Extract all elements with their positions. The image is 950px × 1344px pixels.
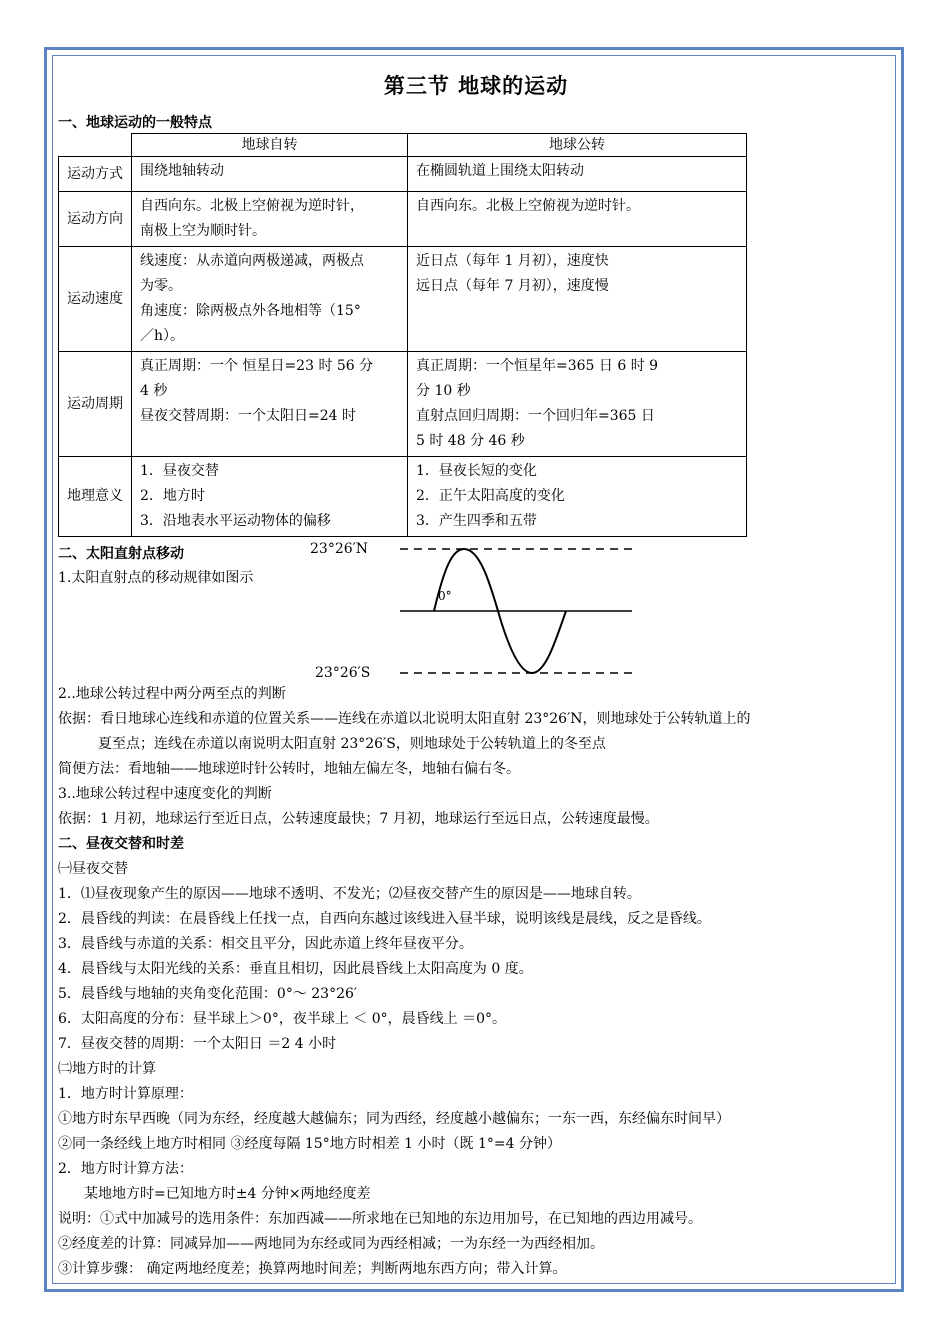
list-item: ②同一条经线上地方时相同 ③经度每隔 15°地方时相差 1 小时（既 1°=4 分钟）	[58, 1136, 561, 1152]
cell-line: 角速度：除两极点外各地相等（15°	[140, 303, 361, 319]
north-tropic-label: 23°26′N	[310, 541, 369, 557]
row-label: 运动周期	[59, 352, 132, 457]
table-row	[59, 247, 747, 352]
revolution-cell	[408, 457, 747, 537]
item-2-title: 2..地球公转过程中两分两至点的判断	[58, 686, 286, 702]
cell-line: 围绕地轴转动	[140, 163, 224, 179]
cell-line: 近日点（每年 1 月初），速度快	[416, 253, 609, 269]
column-header: 地球自转	[132, 134, 408, 157]
south-tropic-label: 23°26′S	[315, 665, 371, 681]
list-item: 1．⑴昼夜现象产生的原因——地球不透明、不发光；⑵昼夜交替产生的原因是——地球自转。	[58, 886, 641, 902]
list-item: ③计算步骤： 确定两地经度差；换算两地时间差；判断两地东西方向；带入计算。	[58, 1261, 567, 1277]
cell-line: 南极上空为顺时针。	[140, 223, 266, 239]
rotation-cell	[132, 352, 408, 457]
list-item: 2．地方时计算方法：	[58, 1161, 193, 1177]
cell-line: 2．正午太阳高度的变化	[416, 488, 565, 504]
cell-line: 昼夜交替周期：一个太阳日=24 时	[140, 408, 356, 424]
cell-line: 直射点回归周期：一个回归年=365 日	[416, 408, 655, 424]
rotation-cell	[132, 457, 408, 537]
table-row	[59, 457, 747, 537]
cell-line: 真正周期：一个 恒星日=23 时 56 分	[140, 358, 374, 374]
list-item: 2．晨昏线的判读：在晨昏线上任找一点，自西向东越过该线进入昼半球，说明该线是晨线，反之是昏线。	[58, 911, 711, 927]
earth-motion-table	[58, 133, 747, 537]
rotation-cell	[132, 157, 408, 192]
formula: 某地地方时=已知地方时±4 分钟×两地经度差	[84, 1186, 371, 1202]
list-item: 说明：①式中加减号的选用条件：东加西减——所求地在已知地的东边用加号，在已知地的西边用减号。	[58, 1211, 702, 1227]
row-label: 运动速度	[59, 247, 132, 352]
table-row	[59, 157, 747, 192]
section3-heading: 二、昼夜交替和时差	[58, 836, 184, 852]
cell-line: 远日点（每年 7 月初），速度慢	[416, 278, 609, 294]
basis-text-1: 依据：看日地球心连线和赤道的位置关系——连线在赤道以北说明太阳直射 23°26′N，则地球处于公转轨道上的	[58, 711, 751, 727]
subsolar-migration-diagram	[400, 539, 640, 679]
cell-line: 自西向东。北极上空俯视为逆时针，	[140, 198, 364, 214]
basis-text-3: 依据：1 月初，地球运行至近日点，公转速度最快；7 月初，地球运行至远日点，公转速度最慢。	[58, 811, 659, 827]
basis-text-2: 夏至点；连线在赤道以南说明太阳直射 23°26′S，则地球处于公转轨道上的冬至点	[98, 736, 606, 752]
revolution-cell	[408, 247, 747, 352]
cell-line: 真正周期：一个恒星年=365 日 6 时 9	[416, 358, 659, 374]
table-row	[59, 192, 747, 247]
simple-method: 简便方法：看地轴——地球逆时针公转时，地轴左偏左冬，地轴右偏右冬。	[58, 761, 520, 777]
row-label: 地理意义	[59, 457, 132, 537]
cell-line: 线速度：从赤道向两极递减，两极点	[140, 253, 364, 269]
cell-line: ／h）。	[140, 328, 185, 344]
subsolar-section	[58, 537, 894, 682]
list-item: 1．地方时计算原理：	[58, 1086, 193, 1102]
cell-line: 3．沿地表水平运动物体的偏移	[140, 513, 331, 529]
cell-line: 自西向东。北极上空俯视为逆时针。	[416, 198, 640, 214]
cell-line: 1．昼夜长短的变化	[416, 463, 537, 479]
rotation-cell	[132, 247, 408, 352]
cell-line: 1．昼夜交替	[140, 463, 219, 479]
section1-heading: 一、地球运动的一般特点	[58, 115, 212, 131]
subsolar-item-1: 1.太阳直射点的移动规律如图示	[58, 570, 254, 586]
cell-line: 3．产生四季和五带	[416, 513, 537, 529]
revolution-cell	[408, 157, 747, 192]
page-title: 第三节 地球的运动	[383, 74, 569, 98]
list-item: 4．晨昏线与太阳光线的关系：垂直且相切，因此晨昏线上太阳高度为 0 度。	[58, 961, 533, 977]
row-label: 运动方向	[59, 192, 132, 247]
revolution-cell	[408, 352, 747, 457]
section2-heading: 二、太阳直射点移动	[58, 546, 184, 562]
list-item: 7．昼夜交替的周期：一个太阳日 ＝2 4 小时	[58, 1036, 337, 1052]
cell-line: 4 秒	[140, 383, 168, 399]
cell-line: 分 10 秒	[416, 383, 471, 399]
list-item: 6．太阳高度的分布：昼半球上＞0°，夜半球上 ＜ 0°，晨昏线上 ＝0°。	[58, 1011, 506, 1027]
cell-line: 2．地方时	[140, 488, 205, 504]
subheading-local-time: ㈡地方时的计算	[58, 1061, 156, 1077]
rotation-cell	[132, 192, 408, 247]
revolution-cell	[408, 192, 747, 247]
table-header-row	[59, 134, 747, 157]
subheading-day-night: ㈠昼夜交替	[58, 861, 128, 877]
item-3-title: 3..地球公转过程中速度变化的判断	[58, 786, 272, 802]
document-page	[58, 60, 894, 1282]
cell-line: 为零。	[140, 278, 182, 294]
cell-line: 在椭圆轨道上围绕太阳转动	[416, 163, 584, 179]
list-item: ①地方时东早西晚（同为东经，经度越大越偏东；同为西经，经度越小越偏东；一东一西，东经偏东时间早）	[58, 1111, 730, 1127]
table-row	[59, 352, 747, 457]
row-label: 运动方式	[59, 157, 132, 192]
list-item: 5．晨昏线与地轴的夹角变化范围：0°～ 23°26′	[58, 986, 358, 1002]
list-item: 3．晨昏线与赤道的关系：相交且平分，因此赤道上终年昼夜平分。	[58, 936, 473, 952]
table-corner	[59, 134, 132, 157]
cell-line: 5 时 48 分 46 秒	[416, 433, 525, 449]
equator-label: 0°	[438, 589, 452, 603]
column-header: 地球公转	[408, 134, 747, 157]
list-item: ②经度差的计算：同减异加——两地同为东经或同为西经相减；一为东经一为西经相加。	[58, 1236, 604, 1252]
